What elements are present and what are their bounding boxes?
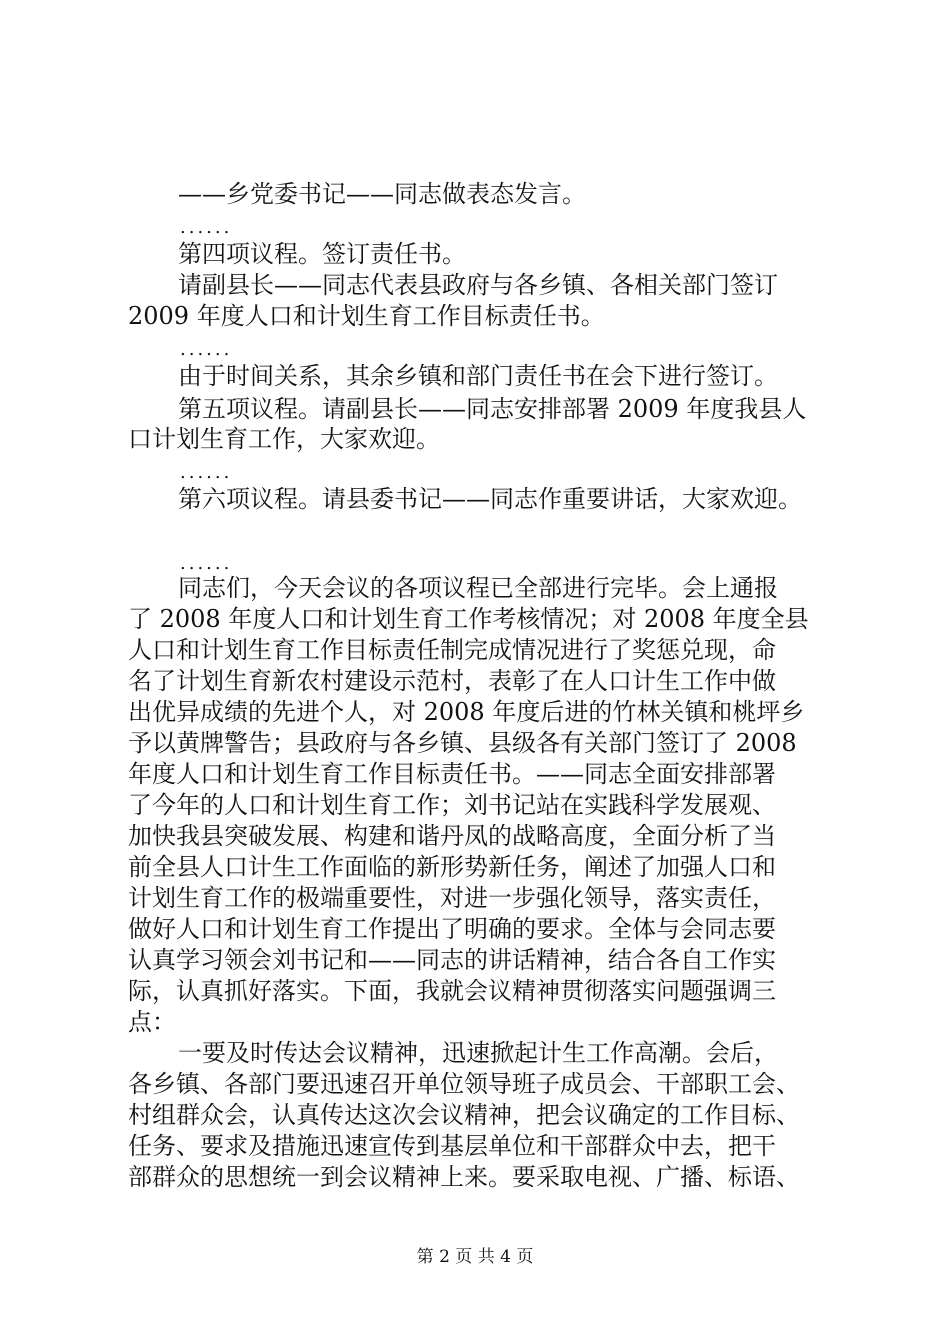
text-line: 2009 年度人口和计划生育工作目标责任书。 <box>128 302 605 330</box>
text-line: 计划生育工作的极端重要性，对进一步强化领导，落实责任， <box>128 884 776 912</box>
text-line: 同志们，今天会议的各项议程已全部进行完毕。会上通报 <box>178 574 778 602</box>
text-line: 请副县长——同志代表县政府与各乡镇、各相关部门签订 <box>178 271 778 299</box>
agenda-item-5: 第五项议程。请副县长——同志安排部署 2009 年度我县人 <box>178 395 807 423</box>
text-line: 一要及时传达会议精神，迅速掀起计生工作高潮。会后， <box>178 1039 778 1067</box>
text-line: 予以黄牌警告；县政府与各乡镇、县级各有关部门签订了 2008 <box>128 729 797 757</box>
text-line: 点： <box>128 1008 176 1036</box>
text-line: 部群众的思想统一到会议精神上来。要采取电视、广播、标语、 <box>128 1163 800 1191</box>
text-line: 名了计划生育新农村建设示范村，表彰了在人口计生工作中做 <box>128 667 776 695</box>
ellipsis-line: ...... <box>180 462 233 483</box>
ellipsis-line: ...... <box>180 217 233 238</box>
ellipsis-line: ...... <box>180 339 233 360</box>
agenda-item-6: 第六项议程。请县委书记——同志作重要讲话，大家欢迎。 <box>178 485 802 513</box>
text-line: 做好人口和计划生育工作提出了明确的要求。全体与会同志要 <box>128 915 776 943</box>
text-line: 各乡镇、各部门要迅速召开单位领导班子成员会、干部职工会、 <box>128 1070 800 1098</box>
page-number-footer: 第 2 页 共 4 页 <box>416 1247 534 1267</box>
text-line: ——乡党委书记——同志做表态发言。 <box>178 180 586 208</box>
text-line: 认真学习领会刘书记和——同志的讲话精神，结合各自工作实 <box>128 946 776 974</box>
text-line: 村组群众会，认真传达这次会议精神，把会议确定的工作目标、 <box>128 1101 800 1129</box>
ellipsis-line: ...... <box>180 553 233 574</box>
text-line: 际，认真抓好落实。下面，我就会议精神贯彻落实问题强调三 <box>128 977 776 1005</box>
agenda-item-4: 第四项议程。签订责任书。 <box>178 240 466 268</box>
text-line: 前全县人口计生工作面临的新形势新任务，阐述了加强人口和 <box>128 853 776 881</box>
text-line: 了 2008 年度人口和计划生育工作考核情况；对 2008 年度全县 <box>128 605 809 633</box>
text-line: 出优异成绩的先进个人，对 2008 年度后进的竹林关镇和桃坪乡 <box>128 698 805 726</box>
text-line: 年度人口和计划生育工作目标责任书。——同志全面安排部署 <box>128 760 776 788</box>
text-line: 口计划生育工作，大家欢迎。 <box>128 425 440 453</box>
text-line: 由于时间关系，其余乡镇和部门责任书在会下进行签订。 <box>178 362 778 390</box>
text-line: 了今年的人口和计划生育工作；刘书记站在实践科学发展观、 <box>128 791 776 819</box>
text-line: 加快我县突破发展、构建和谐丹凤的战略高度，全面分析了当 <box>128 822 776 850</box>
text-line: 人口和计划生育工作目标责任制完成情况进行了奖惩兑现，命 <box>128 636 776 664</box>
text-line: 任务、要求及措施迅速宣传到基层单位和干部群众中去，把干 <box>128 1132 776 1160</box>
